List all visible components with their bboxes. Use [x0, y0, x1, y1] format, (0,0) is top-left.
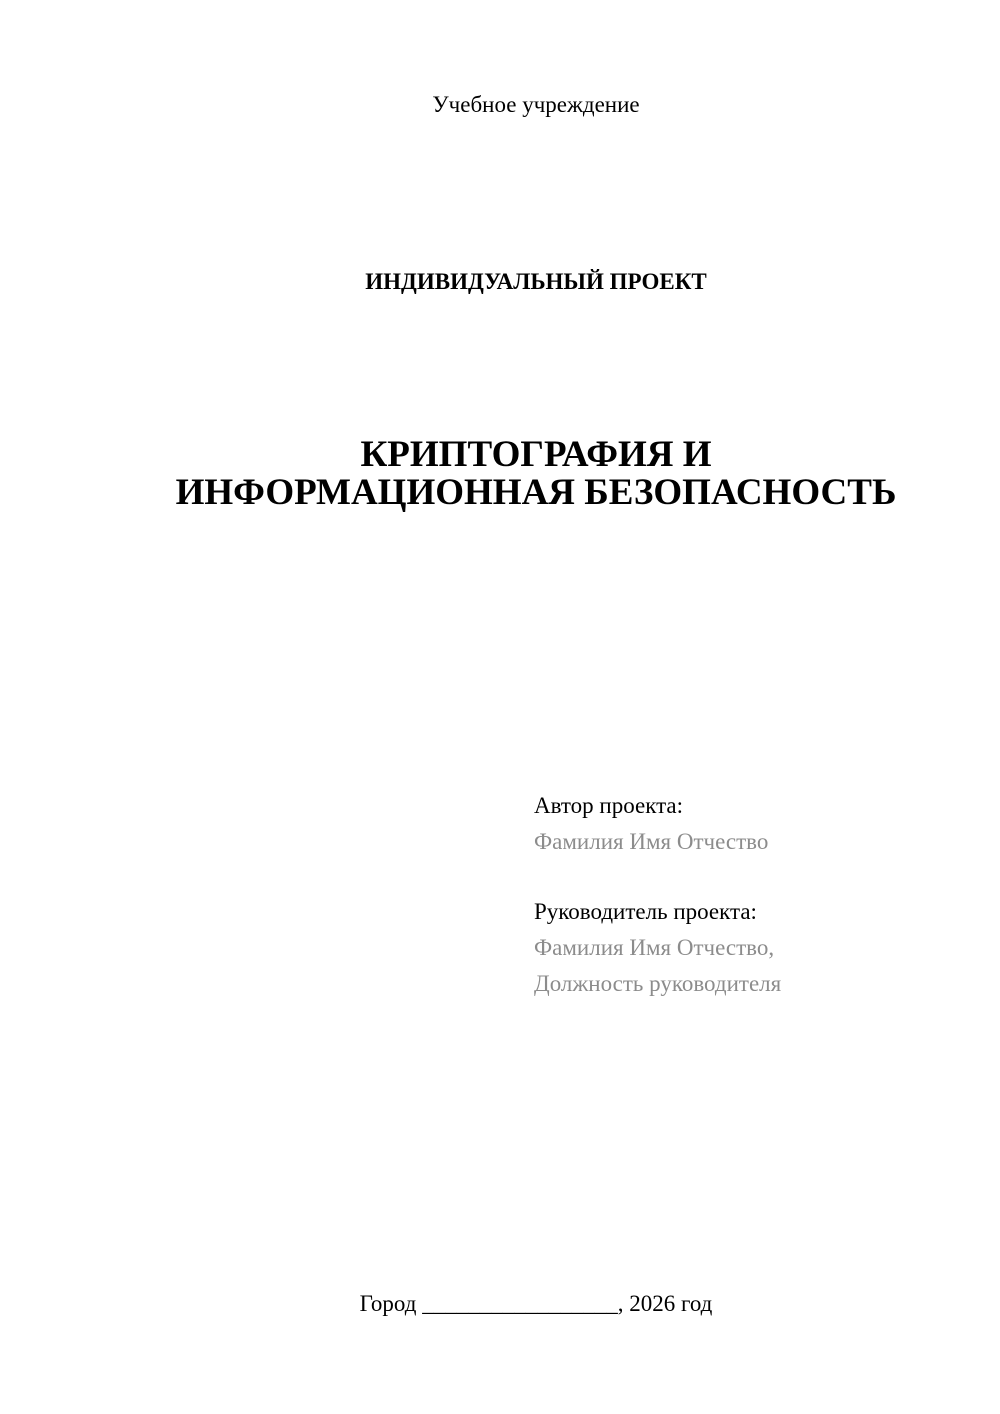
author-name: Фамилия Имя Отчество [534, 829, 769, 854]
supervisor-label: Руководитель проекта: [534, 899, 757, 924]
author-label: Автор проекта: [534, 793, 683, 818]
project-info-block [534, 788, 781, 1002]
year-text: , 2026 год [617, 1291, 713, 1316]
supervisor-name: Фамилия Имя Отчество, [534, 935, 775, 960]
project-title [0, 436, 1000, 512]
project-title-line-1: КРИПТОГРАФИЯ И [360, 434, 712, 475]
footer-city-year [0, 1289, 1000, 1319]
info-spacer [534, 860, 781, 894]
institution-name: Учебное учреждение [432, 92, 640, 117]
supervisor-position: Должность руководителя [534, 971, 782, 996]
city-blank-line: _________________ [422, 1291, 618, 1316]
project-type: ИНДИВИДУАЛЬНЫЙ ПРОЕКТ [365, 269, 707, 294]
project-title-line-2: ИНФОРМАЦИОННАЯ БЕЗОПАСНОСТЬ [175, 472, 897, 513]
city-label: Город [359, 1291, 423, 1316]
